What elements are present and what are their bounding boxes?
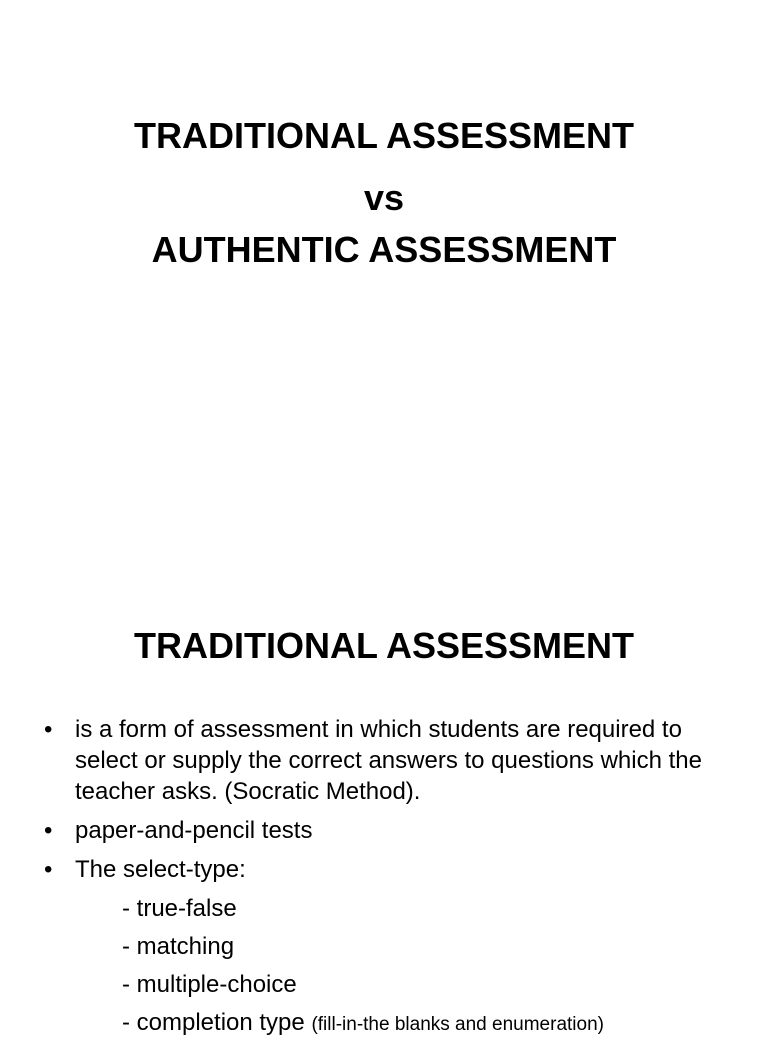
sub-list	[44, 893, 734, 1045]
sub-item-text: - completion type	[122, 1009, 305, 1036]
sub-item-text: - multiple-choice	[122, 971, 297, 998]
bullet-list	[44, 714, 734, 1045]
title-slide	[0, 0, 768, 500]
content-slide	[0, 576, 768, 1036]
bullet-text: is a form of assessment in which students are required to select or supply the correct answers to questions which the teacher asks. (Socratic Method).	[75, 716, 702, 805]
bullet-text: paper-and-pencil tests	[75, 817, 313, 844]
title-line-authentic: AUTHENTIC ASSESSMENT	[151, 229, 617, 270]
bullet-text: The select-type:	[75, 856, 246, 883]
sub-list-item	[122, 931, 734, 969]
title-line-traditional: TRADITIONAL ASSESSMENT	[133, 115, 635, 156]
sub-item-note: (fill-in-the blanks and enumeration)	[311, 1014, 604, 1035]
sub-item-text: - matching	[122, 933, 235, 960]
list-item	[44, 714, 734, 807]
sub-list-item	[122, 969, 734, 1007]
slide-heading: TRADITIONAL ASSESSMENT	[133, 625, 635, 666]
bullet-icon: •	[44, 856, 53, 883]
bullet-icon: •	[44, 716, 53, 743]
title-line-vs: vs	[363, 177, 405, 218]
list-item	[44, 815, 734, 846]
sub-list-item	[122, 893, 734, 931]
sub-item-text: - true-false	[122, 895, 237, 922]
list-item	[44, 854, 734, 885]
sub-list-item	[122, 1007, 734, 1045]
bullet-icon: •	[44, 817, 53, 844]
